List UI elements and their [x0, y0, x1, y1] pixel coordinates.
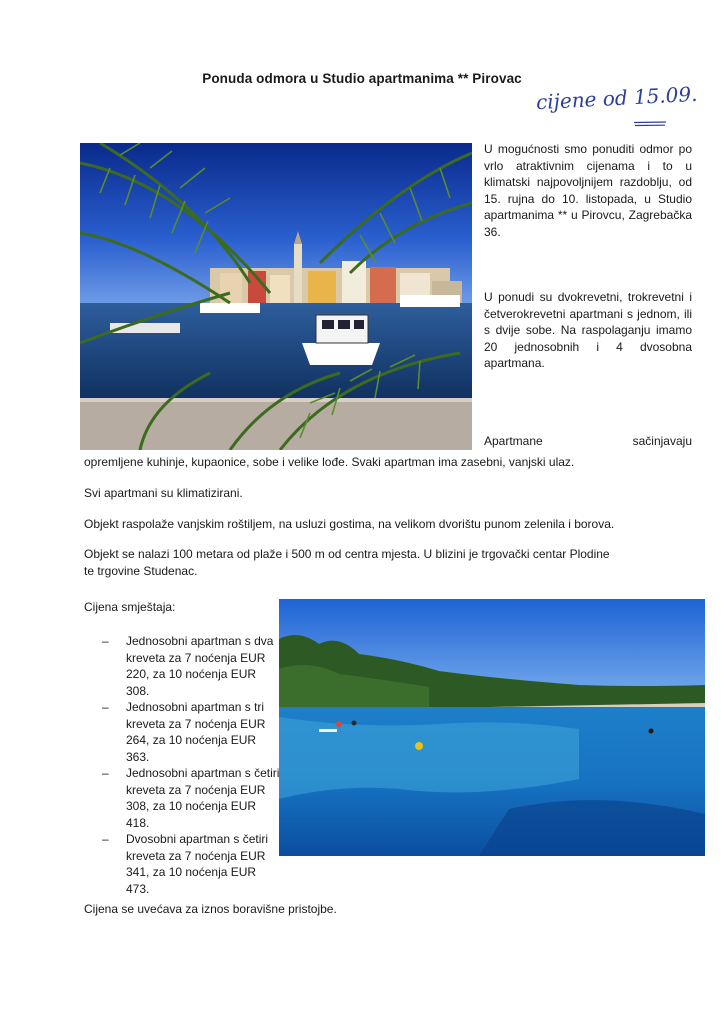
location-line2: te trgovine Studenac.	[84, 564, 198, 578]
list-item: – Dvosobni apartman s četiri kreveta za 7 noćenja EUR 341, za 10 noćenja EUR 473.	[102, 832, 269, 896]
list-dash: –	[102, 634, 109, 648]
apartments-line2: opremljene kuhinje, kupaonice, sobe i velike lođe. Svaki apartman ima zasebni, vanjski ulaz.	[84, 455, 575, 469]
list-dash: –	[102, 700, 109, 714]
handwritten-note: cijene od 15.09.	[535, 81, 699, 115]
price-list	[100, 633, 280, 897]
page-title: Ponuda odmora u Studio apartmanima ** Pirovac	[202, 71, 522, 86]
list-item: – Jednosobni apartman s dva kreveta za 7 noćenja EUR 220, za 10 noćenja EUR 308.	[102, 634, 274, 698]
aircon-paragraph: Svi apartmani su klimatizirani.	[84, 486, 243, 500]
apartments-line1: Apartmane sačinjavaju	[484, 434, 692, 448]
prices-heading: Cijena smještaja:	[84, 600, 176, 614]
list-item: – Jednosobni apartman s četiri kreveta za 7 noćenja EUR 308, za 10 noćenja EUR 418.	[102, 766, 280, 830]
harbor-photo	[80, 143, 472, 450]
grill-paragraph: Objekt raspolaže vanjskim roštiljem, na usluzi gostima, na velikom dvorištu punom zelenila i borova.	[84, 517, 615, 531]
handwritten-underline	[633, 121, 667, 127]
beach-photo	[279, 599, 705, 856]
list-dash: –	[102, 832, 109, 846]
list-dash: –	[102, 766, 109, 780]
intro-paragraph: U mogućnosti smo ponuditi odmor po vrlo atraktivnim cijenama i to u klimatski najpovoljnijem razdoblju, od 15. rujna do 10. listopada, u Studio apartmanima ** u Pirovcu, Zagrebačka 36.	[484, 142, 692, 239]
location-line1: Objekt se nalazi 100 metara od plaže i 500 m od centra mjesta. U blizini je trgovački centar Plodine	[84, 547, 610, 561]
offer-paragraph: U ponudi su dvokrevetni, trokrevetni i četverokrevetni apartmani s jednom, ili s dvije sobe. Na raspolaganju imamo 20 jednosobnih i 4 dvosobna apartmana.	[484, 290, 692, 370]
list-item: – Jednosobni apartman s tri kreveta za 7 noćenja EUR 264, za 10 noćenja EUR 363.	[102, 700, 266, 764]
tax-note: Cijena se uvećava za iznos boravišne pristojbe.	[84, 902, 337, 916]
